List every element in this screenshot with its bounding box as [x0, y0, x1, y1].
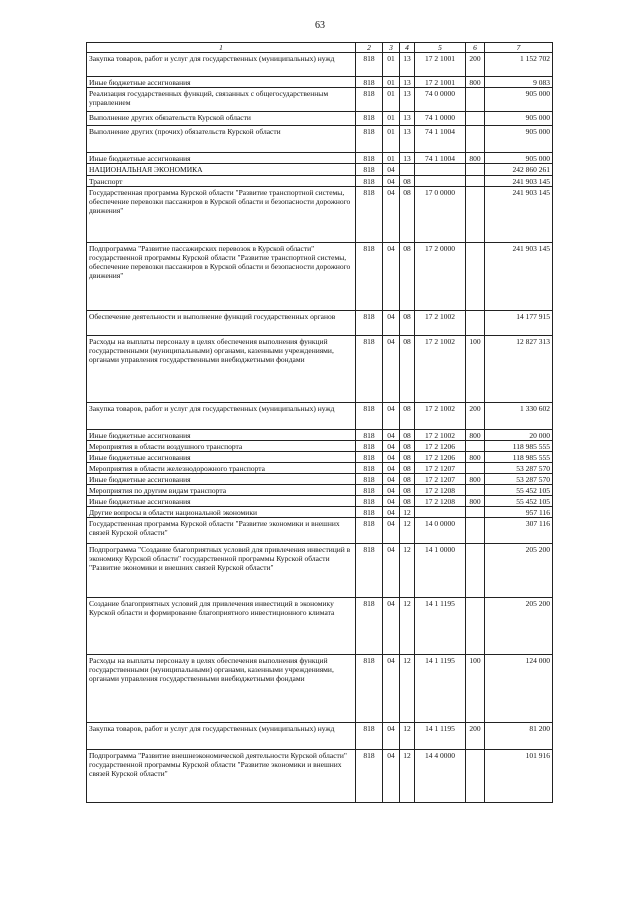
section-code: 04: [383, 507, 400, 518]
table-row: [87, 598, 553, 655]
subsection-code: 08: [400, 187, 415, 243]
target-article-code: 17 2 1001: [415, 77, 466, 88]
target-article-code: 14 1 1195: [415, 655, 466, 723]
table-row: [87, 463, 553, 474]
amount: 242 860 261: [485, 164, 553, 176]
amount: 905 000: [485, 88, 553, 112]
subsection-code: 08: [400, 463, 415, 474]
section-code: 04: [383, 430, 400, 441]
section-code: 04: [383, 723, 400, 750]
column-number: 2: [356, 43, 383, 53]
ministry-code: 818: [356, 243, 383, 311]
line-item-name: Подпрограмма "Создание благоприятных условий для привлечения инвестиций в экономику Курской области" государственной программы Курской области "Развитие экономики и внешних связей Курской области": [87, 544, 356, 598]
target-article-code: 17 2 1002: [415, 336, 466, 403]
table-row: [87, 336, 553, 403]
subsection-code: 13: [400, 112, 415, 126]
amount: 1 152 702: [485, 53, 553, 77]
table-row: [87, 507, 553, 518]
amount: 205 200: [485, 544, 553, 598]
table-row: [87, 544, 553, 598]
amount: 55 452 105: [485, 496, 553, 507]
subsection-code: 13: [400, 153, 415, 164]
ministry-code: 818: [356, 176, 383, 187]
subsection-code: [400, 164, 415, 176]
line-item-name: Закупка товаров, работ и услуг для государственных (муниципальных) нужд: [87, 723, 356, 750]
table-row: [87, 187, 553, 243]
subsection-code: 13: [400, 77, 415, 88]
ministry-code: 818: [356, 311, 383, 336]
target-article-code: 17 2 1001: [415, 53, 466, 77]
subsection-code: 08: [400, 430, 415, 441]
target-article-code: 74 1 0000: [415, 112, 466, 126]
table-row: [87, 518, 553, 544]
subsection-code: 08: [400, 485, 415, 496]
column-number: 7: [485, 43, 553, 53]
target-article-code: 14 1 1195: [415, 598, 466, 655]
expense-type-code: [466, 88, 485, 112]
section-code: 01: [383, 153, 400, 164]
section-code: 04: [383, 441, 400, 452]
amount: 905 000: [485, 126, 553, 153]
section-code: 01: [383, 77, 400, 88]
ministry-code: 818: [356, 153, 383, 164]
table-row: [87, 153, 553, 164]
subsection-code: 12: [400, 598, 415, 655]
target-article-code: 17 2 1207: [415, 463, 466, 474]
amount: 307 116: [485, 518, 553, 544]
target-article-code: 17 2 1002: [415, 430, 466, 441]
ministry-code: 818: [356, 723, 383, 750]
section-code: 04: [383, 311, 400, 336]
subsection-code: 12: [400, 507, 415, 518]
expense-type-code: [466, 126, 485, 153]
expense-type-code: [466, 311, 485, 336]
expense-type-code: [466, 485, 485, 496]
table-row: [87, 496, 553, 507]
expense-type-code: 200: [466, 53, 485, 77]
section-code: 04: [383, 243, 400, 311]
section-code: 01: [383, 126, 400, 153]
subsection-code: 08: [400, 176, 415, 187]
expense-type-code: 800: [466, 496, 485, 507]
expense-type-code: 800: [466, 153, 485, 164]
line-item-name: Выполнение других (прочих) обязательств Курской области: [87, 126, 356, 153]
subsection-code: 13: [400, 126, 415, 153]
line-item-name: Другие вопросы в области национальной экономики: [87, 507, 356, 518]
table-row: [87, 164, 553, 176]
table-row: [87, 77, 553, 88]
ministry-code: 818: [356, 336, 383, 403]
ministry-code: 818: [356, 430, 383, 441]
expense-type-code: [466, 187, 485, 243]
amount: 12 827 313: [485, 336, 553, 403]
target-article-code: [415, 164, 466, 176]
subsection-code: 12: [400, 723, 415, 750]
section-code: 04: [383, 544, 400, 598]
line-item-name: Мероприятия в области железнодорожного транспорта: [87, 463, 356, 474]
expense-type-code: [466, 463, 485, 474]
ministry-code: 818: [356, 544, 383, 598]
subsection-code: 08: [400, 243, 415, 311]
target-article-code: 17 2 0000: [415, 243, 466, 311]
line-item-name: Мероприятия по другим видам транспорта: [87, 485, 356, 496]
section-code: 01: [383, 53, 400, 77]
table-row: [87, 112, 553, 126]
ministry-code: 818: [356, 88, 383, 112]
ministry-code: 818: [356, 463, 383, 474]
subsection-code: 12: [400, 544, 415, 598]
table-row: [87, 485, 553, 496]
amount: 241 903 145: [485, 243, 553, 311]
table-row: [87, 655, 553, 723]
subsection-code: 08: [400, 336, 415, 403]
amount: 124 000: [485, 655, 553, 723]
column-number-row: [87, 43, 553, 53]
section-code: 04: [383, 598, 400, 655]
ministry-code: 818: [356, 750, 383, 803]
line-item-name: Иные бюджетные ассигнования: [87, 77, 356, 88]
line-item-name: Создание благоприятных условий для привлечения инвестиций в экономику Курской области и формирование благоприятного инвестиционного климата: [87, 598, 356, 655]
table-row: [87, 452, 553, 463]
column-number: 6: [466, 43, 485, 53]
section-code: 01: [383, 88, 400, 112]
table-row: [87, 88, 553, 112]
line-item-name: Подпрограмма "Развитие пассажирских перевозок в Курской области" государственной программы Курской области "Развитие транспортной системы, обеспечение перевозки пассажиров в Курской области и безопасности дорожного движения": [87, 243, 356, 311]
ministry-code: 818: [356, 598, 383, 655]
subsection-code: 13: [400, 53, 415, 77]
amount: 20 000: [485, 430, 553, 441]
amount: 9 083: [485, 77, 553, 88]
line-item-name: Иные бюджетные ассигнования: [87, 153, 356, 164]
line-item-name: Государственная программа Курской области "Развитие транспортной системы, обеспечение перевозки пассажиров в Курской области и безопасности дорожного движения": [87, 187, 356, 243]
subsection-code: 13: [400, 88, 415, 112]
expense-type-code: 800: [466, 430, 485, 441]
amount: 81 200: [485, 723, 553, 750]
expense-type-code: 800: [466, 452, 485, 463]
amount: 1 330 602: [485, 403, 553, 430]
table-row: [87, 723, 553, 750]
column-number: 3: [383, 43, 400, 53]
line-item-name: Государственная программа Курской области "Развитие экономики и внешних связей Курской области": [87, 518, 356, 544]
table-row: [87, 311, 553, 336]
expense-type-code: [466, 750, 485, 803]
amount: 101 916: [485, 750, 553, 803]
ministry-code: 818: [356, 496, 383, 507]
amount: 241 903 145: [485, 176, 553, 187]
ministry-code: 818: [356, 164, 383, 176]
line-item-name: Расходы на выплаты персоналу в целях обеспечения выполнения функций государственными (муниципальными) органами, казенными учреждениями, органами управления государственными внебюджетными фондами: [87, 655, 356, 723]
table-row: [87, 441, 553, 452]
expense-type-code: 800: [466, 474, 485, 485]
expense-type-code: 200: [466, 723, 485, 750]
line-item-name: Расходы на выплаты персоналу в целях обеспечения выполнения функций государственными (муниципальными) органами, казенными учреждениями, органами управления государственными внебюджетными фондами: [87, 336, 356, 403]
amount: 905 000: [485, 112, 553, 126]
subsection-code: 12: [400, 750, 415, 803]
subsection-code: 08: [400, 441, 415, 452]
expense-type-code: [466, 164, 485, 176]
ministry-code: 818: [356, 112, 383, 126]
amount: 14 177 915: [485, 311, 553, 336]
target-article-code: 74 0 0000: [415, 88, 466, 112]
target-article-code: 17 2 1002: [415, 403, 466, 430]
budget-table: [86, 42, 553, 803]
line-item-name: Реализация государственных функций, связанных с общегосударственным управлением: [87, 88, 356, 112]
section-code: 04: [383, 403, 400, 430]
table-row: [87, 430, 553, 441]
subsection-code: 08: [400, 496, 415, 507]
target-article-code: 17 2 1208: [415, 496, 466, 507]
ministry-code: 818: [356, 485, 383, 496]
section-code: 04: [383, 496, 400, 507]
target-article-code: 17 2 1002: [415, 311, 466, 336]
target-article-code: 17 0 0000: [415, 187, 466, 243]
target-article-code: 17 2 1206: [415, 452, 466, 463]
amount: 241 903 145: [485, 187, 553, 243]
subsection-code: 08: [400, 403, 415, 430]
amount: 905 000: [485, 153, 553, 164]
ministry-code: 818: [356, 126, 383, 153]
target-article-code: 14 1 1195: [415, 723, 466, 750]
table-row: [87, 243, 553, 311]
target-article-code: 14 4 0000: [415, 750, 466, 803]
ministry-code: 818: [356, 403, 383, 430]
amount: 55 452 105: [485, 485, 553, 496]
ministry-code: 818: [356, 53, 383, 77]
line-item-name: Иные бюджетные ассигнования: [87, 430, 356, 441]
expense-type-code: 100: [466, 655, 485, 723]
section-code: 04: [383, 485, 400, 496]
target-article-code: 14 1 0000: [415, 544, 466, 598]
target-article-code: 17 2 1207: [415, 474, 466, 485]
amount: 205 200: [485, 598, 553, 655]
subsection-code: 12: [400, 518, 415, 544]
ministry-code: 818: [356, 507, 383, 518]
expense-type-code: [466, 518, 485, 544]
line-item-name: Закупка товаров, работ и услуг для государственных (муниципальных) нужд: [87, 403, 356, 430]
section-code: 04: [383, 463, 400, 474]
expense-type-code: 800: [466, 77, 485, 88]
table-row: [87, 750, 553, 803]
expense-type-code: [466, 441, 485, 452]
table-row: [87, 53, 553, 77]
amount: 118 985 555: [485, 441, 553, 452]
section-code: 04: [383, 474, 400, 485]
section-code: 04: [383, 655, 400, 723]
section-code: 04: [383, 336, 400, 403]
amount: 53 287 570: [485, 463, 553, 474]
ministry-code: 818: [356, 518, 383, 544]
page-number: 63: [315, 20, 325, 31]
ministry-code: 818: [356, 474, 383, 485]
line-item-name: Иные бюджетные ассигнования: [87, 474, 356, 485]
table-row: [87, 474, 553, 485]
ministry-code: 818: [356, 441, 383, 452]
target-article-code: 14 0 0000: [415, 518, 466, 544]
amount: 118 985 555: [485, 452, 553, 463]
line-item-name: Выполнение других обязательств Курской области: [87, 112, 356, 126]
section-code: 01: [383, 112, 400, 126]
column-number: 1: [87, 43, 356, 53]
expense-type-code: 200: [466, 403, 485, 430]
expense-type-code: 100: [466, 336, 485, 403]
expense-type-code: [466, 598, 485, 655]
target-article-code: 17 2 1206: [415, 441, 466, 452]
section-code: 04: [383, 518, 400, 544]
table-row: [87, 126, 553, 153]
line-item-name: Мероприятия в области воздушного транспорта: [87, 441, 356, 452]
target-article-code: 17 2 1208: [415, 485, 466, 496]
table-row: [87, 403, 553, 430]
expense-type-code: [466, 544, 485, 598]
target-article-code: [415, 176, 466, 187]
ministry-code: 818: [356, 77, 383, 88]
line-item-name: Обеспечение деятельности и выполнение функций государственных органов: [87, 311, 356, 336]
target-article-code: [415, 507, 466, 518]
expense-type-code: [466, 112, 485, 126]
expense-type-code: [466, 243, 485, 311]
section-code: 04: [383, 452, 400, 463]
ministry-code: 818: [356, 452, 383, 463]
line-item-name: Подпрограмма "Развитие внешнеэкономической деятельности Курской области" государственной программы Курской области "Развитие экономики и внешних связей Курской области": [87, 750, 356, 803]
expense-type-code: [466, 507, 485, 518]
target-article-code: 74 1 1004: [415, 126, 466, 153]
amount: 53 287 570: [485, 474, 553, 485]
line-item-name: НАЦИОНАЛЬНАЯ ЭКОНОМИКА: [87, 164, 356, 176]
subsection-code: 08: [400, 452, 415, 463]
section-code: 04: [383, 164, 400, 176]
line-item-name: Иные бюджетные ассигнования: [87, 452, 356, 463]
column-number: 5: [415, 43, 466, 53]
target-article-code: 74 1 1004: [415, 153, 466, 164]
line-item-name: Закупка товаров, работ и услуг для государственных (муниципальных) нужд: [87, 53, 356, 77]
ministry-code: 818: [356, 655, 383, 723]
line-item-name: Транспорт: [87, 176, 356, 187]
table-row: [87, 176, 553, 187]
subsection-code: 08: [400, 474, 415, 485]
subsection-code: 08: [400, 311, 415, 336]
expense-type-code: [466, 176, 485, 187]
amount: 957 116: [485, 507, 553, 518]
section-code: 04: [383, 750, 400, 803]
section-code: 04: [383, 187, 400, 243]
subsection-code: 12: [400, 655, 415, 723]
section-code: 04: [383, 176, 400, 187]
column-number: 4: [400, 43, 415, 53]
line-item-name: Иные бюджетные ассигнования: [87, 496, 356, 507]
ministry-code: 818: [356, 187, 383, 243]
